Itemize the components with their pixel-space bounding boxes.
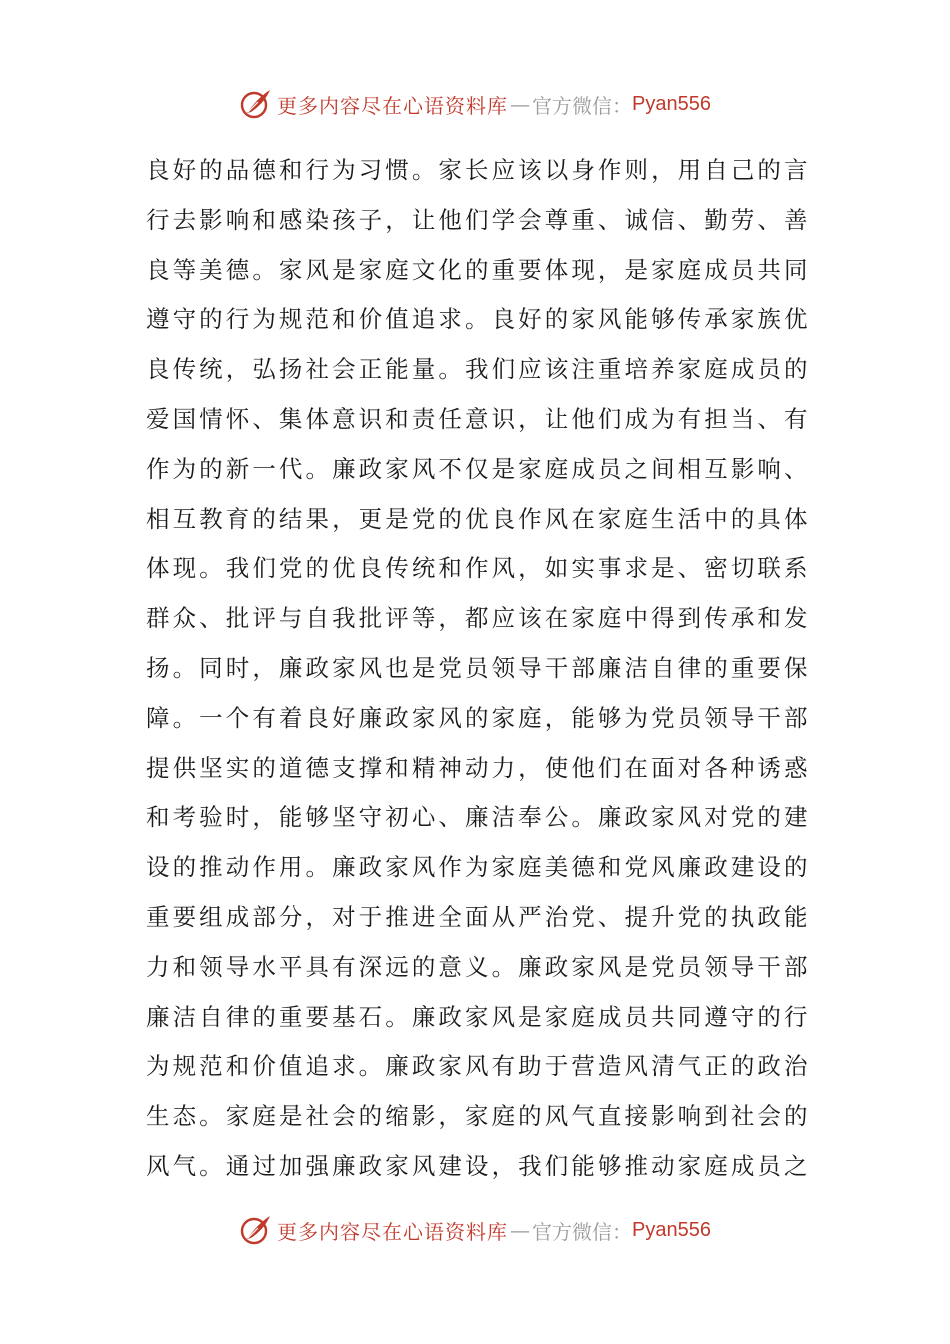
- body-line: 良传统，弘扬社会正能量。我们应该注重培养家庭成员的: [146, 355, 808, 384]
- header-wechat-account: Pyan556: [632, 92, 711, 115]
- body-line: 良好的品德和行为习惯。家长应该以身作则，用自己的言: [146, 156, 808, 184]
- body-line: 提供坚实的道德支撑和精神动力，使他们在面对各种诱惑: [146, 753, 808, 782]
- footer-separator: —: [510, 1218, 531, 1242]
- body-line: 作为的新一代。廉政家风不仅是家庭成员之间相互影响、: [146, 454, 808, 483]
- body-line: 良等美德。家风是家庭文化的重要体现，是家庭成员共同: [146, 255, 808, 284]
- footer-wechat-account: Pyan556: [632, 1218, 711, 1241]
- footer-wechat-label: 官方微信：: [532, 1219, 633, 1244]
- header-wechat-label: 官方微信：: [532, 93, 633, 118]
- header-title: 更多内容尽在心语资料库: [277, 93, 509, 118]
- body-line: 为规范和价值追求。廉政家风有助于营造风清气正的政治: [146, 1052, 808, 1081]
- body-line: 生态。家庭是社会的缩影，家庭的风气直接影响到社会的: [146, 1102, 808, 1131]
- body-line: 力和领导水平具有深远的意义。廉政家风是党员领导干部: [146, 952, 808, 981]
- body-line: 廉洁自律的重要基石。廉政家风是家庭成员共同遵守的行: [146, 1002, 808, 1031]
- quill-pen-logo-icon: [239, 87, 273, 121]
- document-body: [146, 146, 808, 1192]
- body-line: 设的推动作用。廉政家风作为家庭美德和党风廉政建设的: [146, 853, 808, 882]
- header-banner: [0, 84, 950, 124]
- body-line: 扬。同时，廉政家风也是党员领导干部廉洁自律的重要保: [146, 653, 808, 682]
- quill-pen-logo-icon: [239, 1213, 273, 1247]
- body-line: 体现。我们党的优良传统和作风，如实事求是、密切联系: [146, 554, 808, 583]
- body-line: 相互教育的结果，更是党的优良作风在家庭生活中的具体: [146, 504, 808, 533]
- body-line: 遵守的行为规范和价值追求。良好的家风能够传承家族优: [146, 305, 808, 334]
- footer-title: 更多内容尽在心语资料库: [277, 1219, 509, 1244]
- header-separator: —: [510, 92, 531, 116]
- body-line: 风气。通过加强廉政家风建设，我们能够推动家庭成员之: [146, 1151, 808, 1180]
- body-line: 和考验时，能够坚守初心、廉洁奉公。廉政家风对党的建: [146, 803, 808, 832]
- body-line: 爱国情怀、集体意识和责任意识，让他们成为有担当、有: [146, 404, 808, 433]
- body-line: 群众、批评与自我批评等，都应该在家庭中得到传承和发: [146, 604, 808, 633]
- footer-banner: [0, 1210, 950, 1250]
- body-line: 行去影响和感染孩子，让他们学会尊重、诚信、勤劳、善: [146, 205, 808, 234]
- body-line: 障。一个有着良好廉政家风的家庭，能够为党员领导干部: [146, 703, 808, 732]
- body-line: 重要组成部分，对于推进全面从严治党、提升党的执政能: [146, 902, 808, 931]
